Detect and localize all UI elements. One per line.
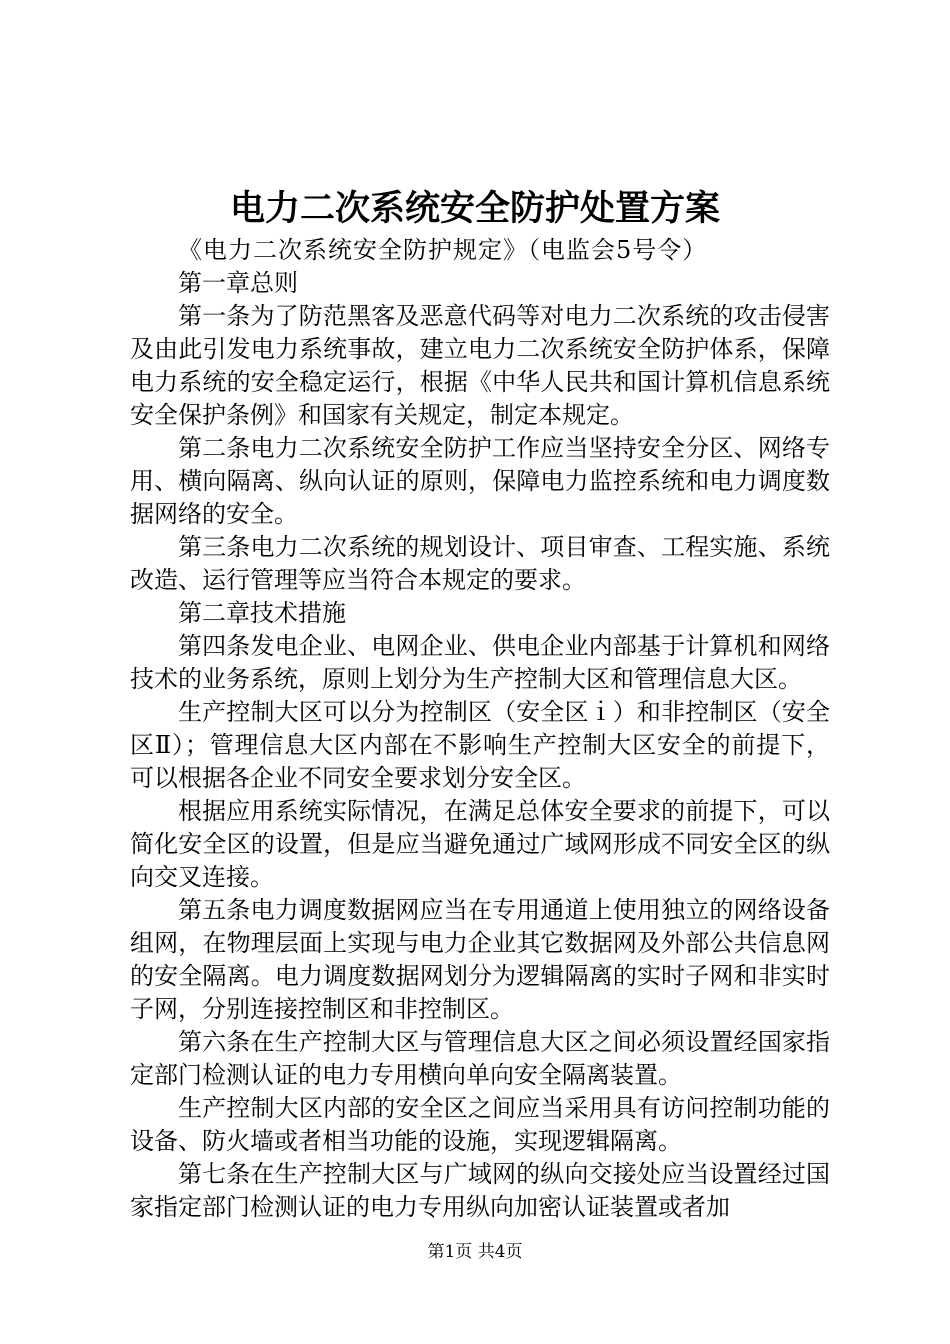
paragraph: 第三条电力二次系统的规划设计、项目审查、工程实施、系统改造、运行管理等应当符合本规定的要求。 (130, 533, 830, 594)
document-subtitle: 《电力二次系统安全防护规定》（电监会5号令） (178, 236, 708, 264)
paragraph: 第六条在生产控制大区与管理信息大区之间必须设置经国家指定部门检测认证的电力专用横向单向安全隔离装置。 (130, 1028, 830, 1089)
paragraph: 第一条为了防范黑客及恶意代码等对电力二次系统的攻击侵害及由此引发电力系统事故，建立电力二次系统安全防护体系，保障电力系统的安全稳定运行，根据《中华人民共和国计算机信息系统安全保护条例》和国家有关规定，制定本规定。 (130, 302, 830, 429)
paragraph: 第七条在生产控制大区与广域网的纵向交接处应当设置经过国家指定部门检测认证的电力专用纵向加密认证装置或者加 (130, 1160, 830, 1221)
paragraph: 生产控制大区内部的安全区之间应当采用具有访问控制功能的设备、防火墙或者相当功能的设施，实现逻辑隔离。 (130, 1094, 830, 1155)
paragraph: 第五条电力调度数据网应当在专用通道上使用独立的网络设备组网，在物理层面上实现与电力企业其它数据网及外部公共信息网的安全隔离。电力调度数据网划分为逻辑隔离的实时子网和非实时子网，分别连接控制区和非控制区。 (130, 896, 830, 1023)
page-footer: 第1页 共4页 (427, 1242, 523, 1262)
paragraph: 第四条发电企业、电网企业、供电企业内部基于计算机和网络技术的业务系统，原则上划分为生产控制大区和管理信息大区。 (130, 632, 830, 693)
chapter-heading: 第二章技术措施 (178, 599, 346, 627)
paragraph: 第二条电力二次系统安全防护工作应当坚持安全分区、网络专用、横向隔离、纵向认证的原则，保障电力监控系统和电力调度数据网络的安全。 (130, 434, 830, 528)
document-title: 电力二次系统安全防护处置方案 (229, 188, 720, 229)
paragraph: 根据应用系统实际情况，在满足总体安全要求的前提下，可以简化安全区的设置，但是应当避免通过广域网形成不同安全区的纵向交叉连接。 (130, 797, 830, 891)
chapter-heading: 第一章总则 (178, 269, 298, 297)
document-body (130, 234, 830, 1224)
paragraph: 生产控制大区可以分为控制区（安全区ｉ）和非控制区（安全区Ⅱ）；管理信息大区内部在不影响生产控制大区安全的前提下，可以根据各企业不同安全要求划分安全区。 (130, 698, 830, 792)
